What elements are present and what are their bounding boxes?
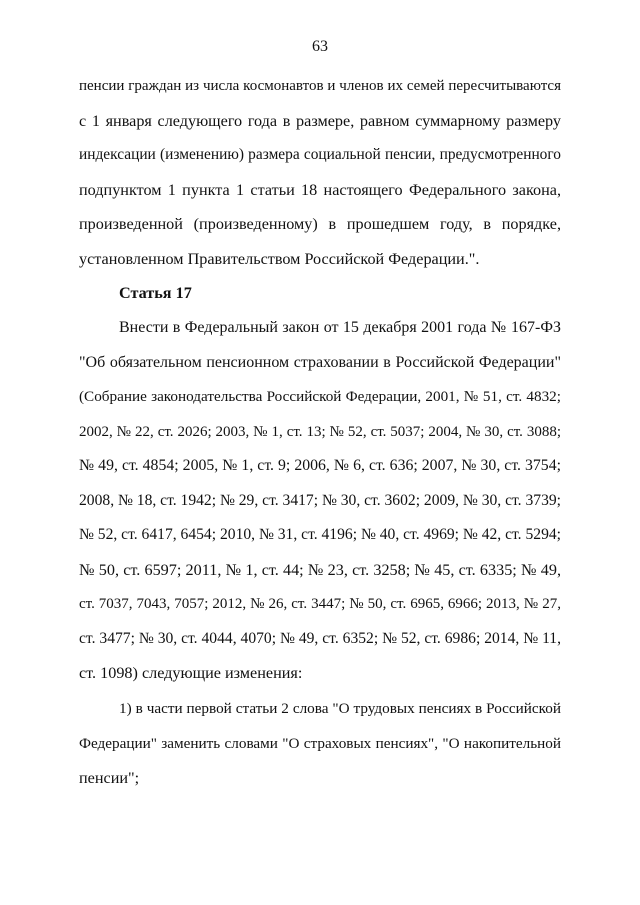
text-line: ст. 1098) следующие изменения:	[79, 664, 303, 682]
text-line: с 1 января следующего года в размере, равном суммарному размеру	[79, 111, 561, 130]
text-line: 2008, № 18, ст. 1942; № 29, ст. 3417; № 30, ст. 3602; 2009, № 30, ст. 3739;	[79, 491, 561, 509]
article-item-1	[79, 692, 561, 796]
text-line: № 52, ст. 6417, 6454; 2010, № 31, ст. 4196; № 40, ст. 4969; № 42, ст. 5294;	[79, 526, 561, 543]
text-line: "Об обязательном пенсионном страховании в Российской Федерации"	[79, 353, 561, 371]
page-number: 63	[312, 38, 328, 55]
text-line: № 50, ст. 6597; 2011, № 1, ст. 44; № 23, ст. 3258; № 45, ст. 6335; № 49,	[79, 560, 561, 579]
text-line: ст. 7037, 7043, 7057; 2012, № 26, ст. 3447; № 50, ст. 6965, 6966; 2013, № 27,	[79, 596, 561, 612]
previous-article-tail	[79, 69, 561, 276]
article-heading-block	[79, 276, 561, 311]
text-line: пенсии";	[79, 769, 140, 787]
article-heading: Статья 17	[119, 284, 192, 302]
text-line: пенсии граждан из числа космонавтов и членов их семей пересчитываются	[79, 78, 561, 94]
text-line: Федерации" заменить словами "О страховых пенсиях", "О накопительной	[79, 734, 561, 752]
text-line: индексации (изменению) размера социальной пенсии, предусмотренного	[79, 146, 561, 163]
text-line: произведенной (произведенному) в прошедшем году, в порядке,	[79, 215, 561, 233]
text-line: № 49, ст. 4854; 2005, № 1, ст. 9; 2006, № 6, ст. 636; 2007, № 30, ст. 3754;	[79, 457, 561, 474]
text-line: Внести в Федеральный закон от 15 декабря 2001 года № 167-ФЗ	[119, 319, 561, 336]
article-paragraph	[79, 311, 561, 691]
text-line: 2002, № 22, ст. 2026; 2003, № 1, ст. 13; № 52, ст. 5037; 2004, № 30, ст. 3088;	[79, 423, 561, 440]
text-line: установленном Правительством Российской Федерации.".	[79, 249, 480, 268]
text-line: ст. 3477; № 30, ст. 4044, 4070; № 49, ст. 6352; № 52, ст. 6986; 2014, № 11,	[79, 629, 561, 647]
text-line: (Собрание законодательства Российской Федерации, 2001, № 51, ст. 4832;	[79, 388, 561, 405]
text-line: подпунктом 1 пункта 1 статьи 18 настоящего Федерального закона,	[79, 180, 561, 199]
text-line: 1) в части первой статьи 2 слова "О трудовых пенсиях в Российской	[119, 700, 561, 717]
